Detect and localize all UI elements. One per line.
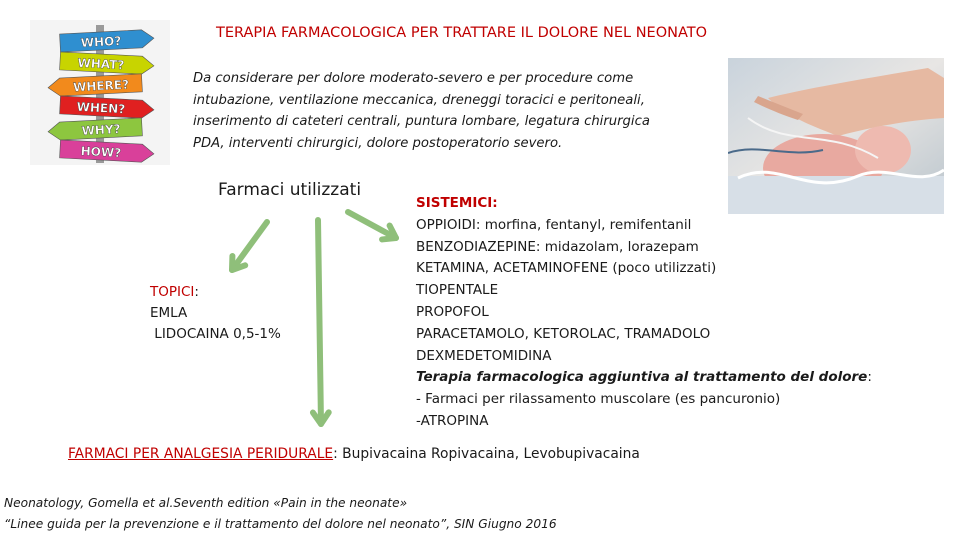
signpost-image xyxy=(30,20,170,165)
topici-item: LIDOCAINA 0,5-1% xyxy=(150,326,281,342)
reference-item: “Linee guida per la prevenzione e il trattamento del dolore nel neonato”, SIN Giugno 2016 xyxy=(4,517,557,531)
signpost-sign-text: WHO? xyxy=(80,33,122,50)
aggiuntiva-heading: Terapia farmacologica aggiuntiva al trattamento del dolore xyxy=(416,369,868,386)
peridurale-line xyxy=(68,446,640,462)
arrow-to-topici-shaft xyxy=(232,222,267,270)
topici-item: EMLA xyxy=(150,305,188,321)
neonate-hand-photo xyxy=(728,58,944,214)
sistemici-item: TIOPENTALE xyxy=(416,282,499,299)
intro-line: PDA, interventi chirurgici, dolore postoperatorio severo. xyxy=(193,135,563,151)
intro-line: intubazione, ventilazione meccanica, dreneggi toracici e peritoneali, xyxy=(193,92,645,108)
arrow-to-sistemici-shaft xyxy=(348,212,396,238)
intro-line: Da considerare per dolore moderato-severo e per procedure come xyxy=(193,71,634,86)
intro-paragraph xyxy=(193,68,713,154)
sistemici-item: PARACETAMOLO, KETOROLAC, TRAMADOLO xyxy=(416,325,711,342)
signpost-sign-text: WHERE? xyxy=(72,77,130,95)
sistemici-label: SISTEMICI: xyxy=(416,195,498,211)
signpost-sign-text: WHAT? xyxy=(77,55,125,73)
arrow-down-peridurale-head xyxy=(313,412,329,424)
peridurale-text: Bupivacaina Ropivacaina, Levobupivacaina xyxy=(337,446,640,462)
sistemici-item: DEXMEDETOMIDINA xyxy=(416,347,552,364)
arrow-to-topici-head xyxy=(232,256,245,270)
peridurale-label-suffix: : xyxy=(333,446,338,462)
signpost-sign-text: WHY? xyxy=(81,121,121,138)
aggiuntiva-suffix: : xyxy=(867,369,872,386)
references xyxy=(4,493,557,535)
signpost-sign-text: HOW? xyxy=(80,144,122,161)
farmaci-heading: Farmaci utilizzati xyxy=(218,180,362,200)
sistemici-section xyxy=(416,193,872,433)
sistemici-item: BENZODIAZEPINE: midazolam, lorazepam xyxy=(416,238,699,255)
topici-label: TOPICI xyxy=(150,284,195,300)
topici-section xyxy=(150,282,281,345)
signpost-sign-text: WHEN? xyxy=(76,99,126,117)
page-title: TERAPIA FARMACOLOGICA PER TRATTARE IL DOLORE NEL NEONATO xyxy=(216,25,708,41)
sistemici-item: PROPOFOL xyxy=(416,303,489,320)
arrow-to-sistemici-head xyxy=(382,226,396,240)
arrow-down-peridurale-shaft xyxy=(318,220,321,424)
reference-item: Neonatology, Gomella et al.Seventh edition «Pain in the neonate» xyxy=(4,496,408,510)
aggiuntiva-item: -ATROPINA xyxy=(416,412,489,429)
intro-line: inserimento di cateteri centrali, puntura lombare, legatura chirurgica xyxy=(193,114,650,129)
topici-label-suffix: : xyxy=(194,284,199,300)
aggiuntiva-item: - Farmaci per rilassamento muscolare (es pancuronio) xyxy=(416,391,781,408)
peridurale-label: FARMACI PER ANALGESIA PERIDURALE xyxy=(68,446,334,462)
sistemici-item: KETAMINA, ACETAMINOFENE (poco utilizzati) xyxy=(416,260,717,277)
sistemici-item: OPPIOIDI: morfina, fentanyl, remifentanil xyxy=(416,216,692,233)
